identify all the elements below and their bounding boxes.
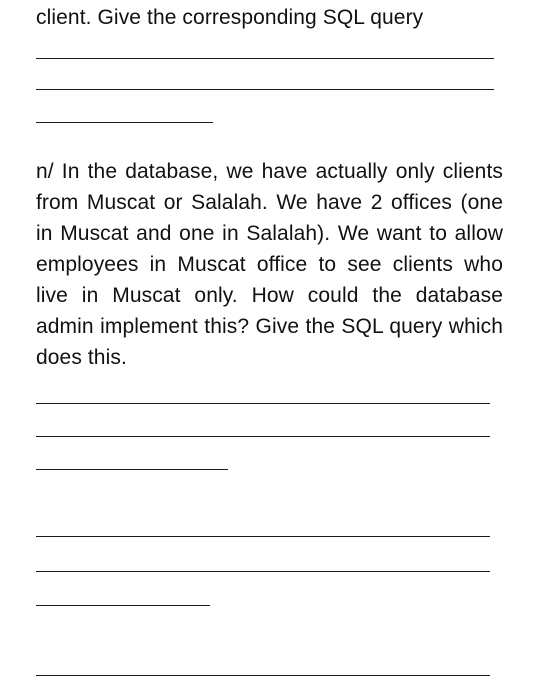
answer-line [36, 122, 213, 123]
answer-line [36, 58, 494, 59]
answer-line [36, 436, 490, 437]
answer-line [36, 469, 228, 470]
answer-line [36, 536, 490, 537]
answer-line [36, 675, 490, 676]
question-text-continuation: client. Give the corresponding SQL query [36, 6, 424, 29]
question-n-text: n/ In the database, we have actually only clients from Muscat or Salalah. We have 2 offices (one in Muscat and one in Salalah). We want to allow employees in Muscat office to see clients who live in Muscat only. How could the database admin implement this? Give the SQL query which does this. [36, 160, 503, 369]
answer-line [36, 403, 490, 404]
answer-line [36, 571, 490, 572]
answer-line [36, 89, 494, 90]
answer-line [36, 605, 210, 606]
